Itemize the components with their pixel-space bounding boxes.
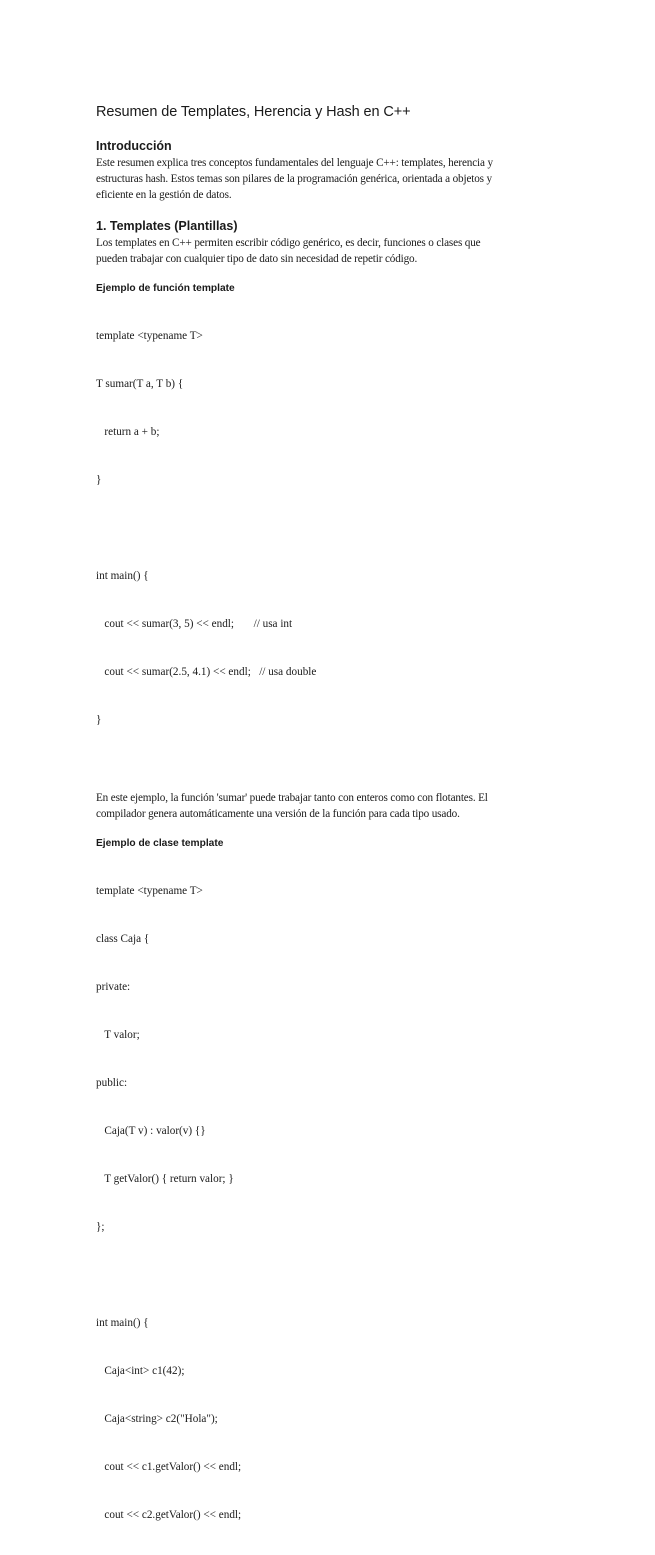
code-line: cout << c1.getValor() << endl; xyxy=(96,1461,242,1473)
document-title: Resumen de Templates, Herencia y Hash en C++ xyxy=(96,104,411,120)
code-line: T valor; xyxy=(96,1029,140,1041)
explanation-line: En este ejemplo, la función 'sumar' puede trabajar tanto con enteros como con flotantes. El xyxy=(96,792,488,804)
code-line: template <typename T> xyxy=(96,885,203,897)
code-line: int main() { xyxy=(96,1317,149,1329)
intro-line: estructuras hash. Estos temas son pilares de la programación genérica, orientada a objetos y xyxy=(96,173,492,185)
class-example-code xyxy=(96,851,566,1555)
code-line: } xyxy=(96,474,102,486)
code-line: } xyxy=(96,714,102,726)
code-line: cout << sumar(2.5, 4.1) << endl; // usa double xyxy=(96,666,317,678)
code-line: cout << c2.getValor() << endl; xyxy=(96,1509,242,1521)
code-line: return a + b; xyxy=(96,426,160,438)
code-line: int main() { xyxy=(96,570,149,582)
code-line: }; xyxy=(96,1221,105,1233)
templates-line: Los templates en C++ permiten escribir código genérico, es decir, funciones o clases que xyxy=(96,237,481,249)
code-line: Caja(T v) : valor(v) {} xyxy=(96,1125,206,1137)
intro-line: eficiente en la gestión de datos. xyxy=(96,189,232,201)
code-line: cout << sumar(3, 5) << endl; // usa int xyxy=(96,618,293,630)
templates-heading: 1. Templates (Plantillas) xyxy=(96,219,238,233)
intro-line: Este resumen explica tres conceptos fundamentales del lenguaje C++: templates, herencia y xyxy=(96,157,493,169)
templates-line: pueden trabajar con cualquier tipo de dato sin necesidad de repetir código. xyxy=(96,253,418,265)
explanation-line: compilador genera automáticamente una versión de la función para cada tipo usado. xyxy=(96,808,460,820)
templates-paragraph xyxy=(96,235,566,267)
function-example-code xyxy=(96,296,566,760)
code-line: Caja<string> c2("Hola"); xyxy=(96,1413,218,1425)
code-line: private: xyxy=(96,981,131,993)
code-line: template <typename T> xyxy=(96,330,203,342)
code-line xyxy=(96,1267,566,1283)
function-example-heading: Ejemplo de función template xyxy=(96,283,235,294)
intro-paragraph xyxy=(96,155,566,203)
class-example-heading: Ejemplo de clase template xyxy=(96,838,224,849)
intro-heading: Introducción xyxy=(96,139,172,153)
code-line xyxy=(96,520,566,536)
code-line: public: xyxy=(96,1077,128,1089)
code-line: class Caja { xyxy=(96,933,150,945)
code-line: T getValor() { return valor; } xyxy=(96,1173,234,1185)
code-line: T sumar(T a, T b) { xyxy=(96,378,184,390)
document-page xyxy=(96,102,566,1555)
code-line: Caja<int> c1(42); xyxy=(96,1365,185,1377)
explanation-paragraph xyxy=(96,790,566,822)
